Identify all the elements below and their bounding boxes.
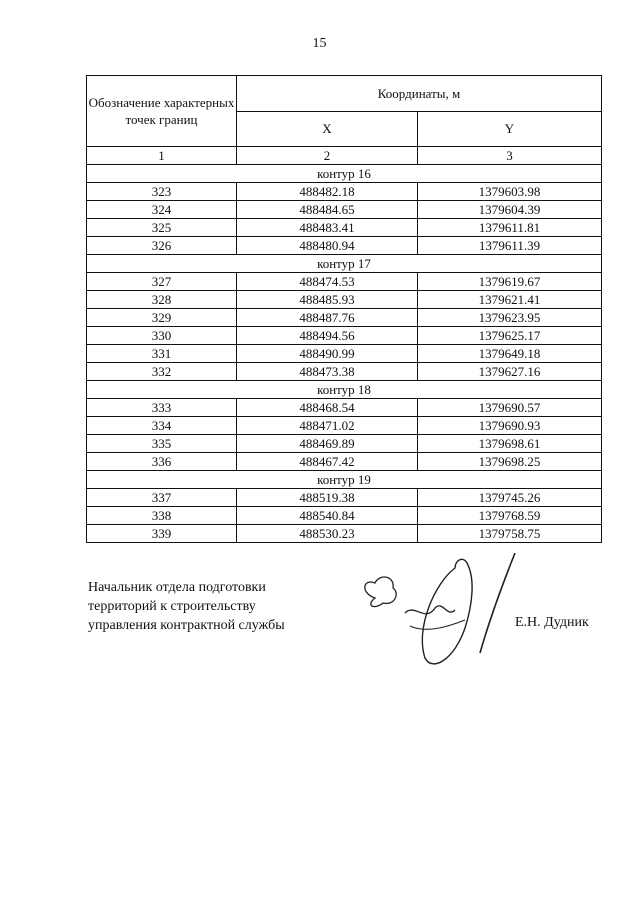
- signer-position: [88, 578, 285, 635]
- y-cell: 1379604.39: [418, 201, 602, 219]
- point-id-cell: 331: [87, 345, 237, 363]
- designation-header: Обозначение характерных точек границ: [87, 76, 237, 147]
- y-cell: 1379603.98: [418, 183, 602, 201]
- contour-row: [87, 471, 602, 489]
- table-row: [87, 417, 602, 435]
- x-header: X: [237, 111, 418, 147]
- point-id-cell: 335: [87, 435, 237, 453]
- x-cell: 488474.53: [237, 273, 418, 291]
- x-cell: 488469.89: [237, 435, 418, 453]
- contour-row: [87, 255, 602, 273]
- point-id-cell: 324: [87, 201, 237, 219]
- x-cell: 488484.65: [237, 201, 418, 219]
- column-number: 2: [237, 147, 418, 165]
- x-cell: 488480.94: [237, 237, 418, 255]
- table-row: [87, 201, 602, 219]
- point-id-cell: 329: [87, 309, 237, 327]
- contour-row: [87, 381, 602, 399]
- x-cell: 488468.54: [237, 399, 418, 417]
- table-row: [87, 237, 602, 255]
- y-cell: 1379611.39: [418, 237, 602, 255]
- x-cell: 488494.56: [237, 327, 418, 345]
- point-id-cell: 333: [87, 399, 237, 417]
- point-id-cell: 325: [87, 219, 237, 237]
- table-row: [87, 525, 602, 543]
- x-cell: 488482.18: [237, 183, 418, 201]
- x-cell: 488467.42: [237, 453, 418, 471]
- contour-title: контур 17: [87, 255, 602, 273]
- y-cell: 1379698.25: [418, 453, 602, 471]
- y-cell: 1379619.67: [418, 273, 602, 291]
- table-row: [87, 489, 602, 507]
- position-line: управления контрактной службы: [88, 618, 285, 633]
- table-row: [87, 399, 602, 417]
- point-id-cell: 323: [87, 183, 237, 201]
- y-cell: 1379623.95: [418, 309, 602, 327]
- y-cell: 1379698.61: [418, 435, 602, 453]
- point-id-cell: 328: [87, 291, 237, 309]
- column-number: 1: [87, 147, 237, 165]
- contour-title: контур 19: [87, 471, 602, 489]
- table-row: [87, 309, 602, 327]
- point-id-cell: 326: [87, 237, 237, 255]
- y-cell: 1379649.18: [418, 345, 602, 363]
- coordinates-header: Координаты, м: [237, 76, 602, 112]
- table-row: [87, 219, 602, 237]
- x-cell: 488487.76: [237, 309, 418, 327]
- y-cell: 1379768.59: [418, 507, 602, 525]
- table-row: [87, 435, 602, 453]
- point-id-cell: 334: [87, 417, 237, 435]
- point-id-cell: 339: [87, 525, 237, 543]
- y-cell: 1379621.41: [418, 291, 602, 309]
- x-cell: 488530.23: [237, 525, 418, 543]
- y-cell: 1379627.16: [418, 363, 602, 381]
- point-id-cell: 336: [87, 453, 237, 471]
- page-number: 15: [312, 36, 327, 51]
- y-cell: 1379625.17: [418, 327, 602, 345]
- point-id-cell: 330: [87, 327, 237, 345]
- x-cell: 488490.99: [237, 345, 418, 363]
- y-cell: 1379758.75: [418, 525, 602, 543]
- x-cell: 488473.38: [237, 363, 418, 381]
- table-row: [87, 183, 602, 201]
- signer-name: Е.Н. Дудник: [515, 615, 589, 630]
- x-cell: 488485.93: [237, 291, 418, 309]
- contour-title: контур 16: [87, 165, 602, 183]
- x-cell: 488540.84: [237, 507, 418, 525]
- table-body: [87, 165, 602, 543]
- y-header: Y: [418, 111, 602, 147]
- y-cell: 1379690.57: [418, 399, 602, 417]
- table-row: [87, 273, 602, 291]
- table-row: [87, 291, 602, 309]
- table-row: [87, 345, 602, 363]
- table-row: [87, 363, 602, 381]
- x-cell: 488519.38: [237, 489, 418, 507]
- x-cell: 488483.41: [237, 219, 418, 237]
- point-id-cell: 327: [87, 273, 237, 291]
- table-row: [87, 453, 602, 471]
- table-row: [87, 507, 602, 525]
- contour-title: контур 18: [87, 381, 602, 399]
- point-id-cell: 332: [87, 363, 237, 381]
- y-cell: 1379611.81: [418, 219, 602, 237]
- coordinates-table: [86, 75, 602, 543]
- point-id-cell: 338: [87, 507, 237, 525]
- y-cell: 1379690.93: [418, 417, 602, 435]
- position-line: территорий к строительству: [88, 599, 256, 614]
- contour-row: [87, 165, 602, 183]
- y-cell: 1379745.26: [418, 489, 602, 507]
- point-id-cell: 337: [87, 489, 237, 507]
- table-row: [87, 327, 602, 345]
- position-line: Начальник отдела подготовки: [88, 580, 266, 595]
- handwritten-signature: [355, 548, 530, 673]
- column-number: 3: [418, 147, 602, 165]
- x-cell: 488471.02: [237, 417, 418, 435]
